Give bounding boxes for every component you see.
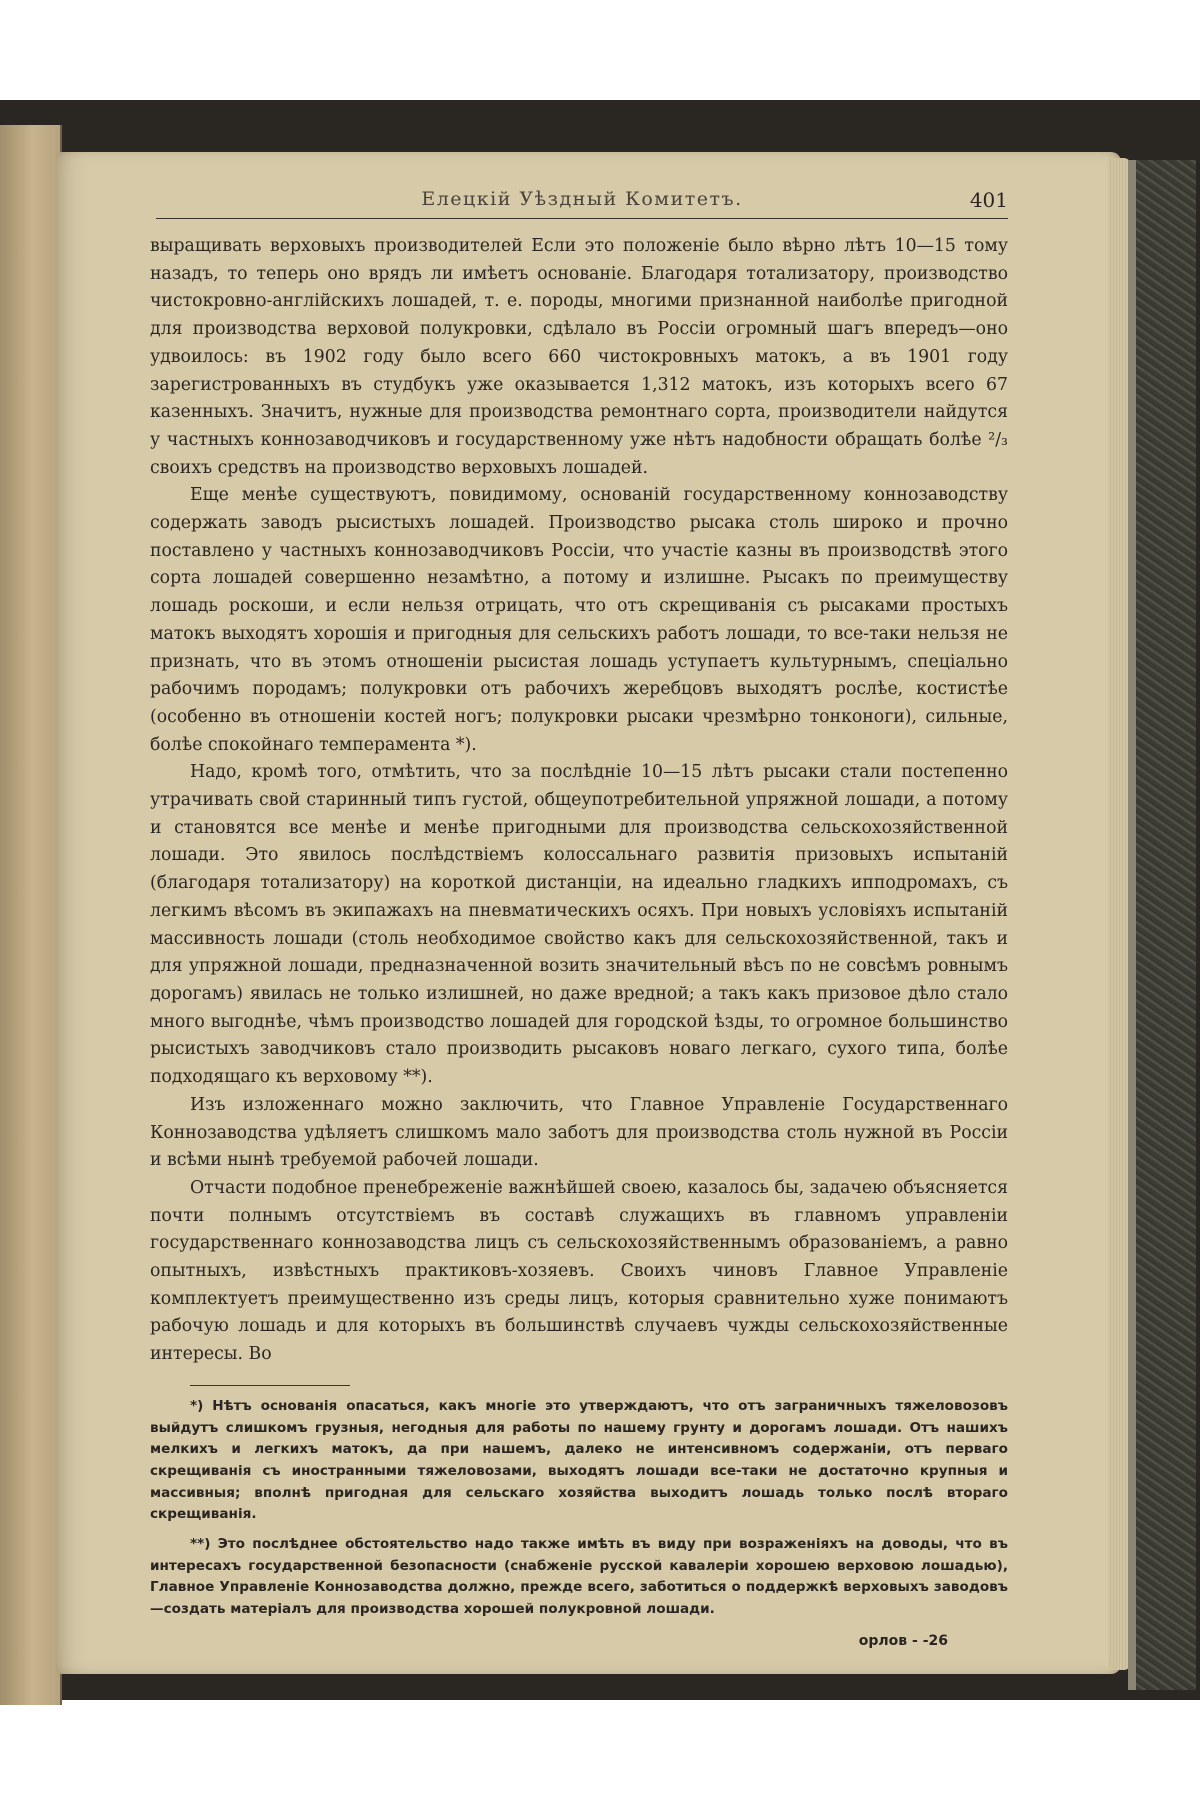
footnote-rule [190, 1385, 350, 1386]
paragraph: выращивать верховыхъ производителей Если это положенiе было вѣрно лѣтъ 10—15 тому назадъ, то теперь оно врядъ ли имѣетъ основанiе. Благодаря тотализатору, производство чистокровно-англiйскихъ лошадей, т. е. породы, многими признанной наиболѣе пригодной для производства верховой полукровки, сдѣлало въ Россiи огромный шагъ впередъ—оно удвоилось: въ 1902 году было всего 660 чистокровныхъ матокъ, а въ 1901 году зарегистрованныхъ въ студбукъ уже оказывается 1,312 матокъ, изъ которыхъ всего 67 казенныхъ. Значитъ, нужные для производства ремонтнаго сорта, производители найдутся у частныхъ коннозаводчиковъ и государственному уже нѣтъ надобности обращать болѣе ²/₃ своихъ средствъ на производство верховыхъ лошадей. [150, 236, 1008, 478]
footnote: **) Это послѣднее обстоятельство надо также имѣть въ виду при возраженiяхъ на доводы, что въ интересахъ государственной безопасности (снабженiе русской кавалерiи хорошею верховою лошадью), Главное Управленiе Коннозаводства должно, прежде всего, заботиться о поддержкѣ верховыхъ заводовъ—создать матерiалъ для производства хорошей полукровной лошади. [150, 1536, 1008, 1618]
printer-signature-mark: орлов - -26 [858, 1632, 948, 1649]
footnote: *) Нѣтъ основанiя опасаться, какъ многiе это утверждаютъ, что отъ заграничныхъ тяжеловозовъ выйдутъ слишкомъ грузныя, негодныя для работы по нашему грунту и дорогамъ лошади. Отъ нашихъ мелкихъ и легкихъ матокъ, да при нашемъ, далеко не интенсивномъ содержанiи, отъ перваго скрещиванiя съ иностранными тяжеловозами, выходятъ лошади все-таки не достаточно крупныя и массивныя; вполнѣ пригодная для сельскаго хозяйства выходитъ лошадь только послѣ втораго скрещиванiя. [150, 1397, 1008, 1523]
page-header [156, 188, 1008, 219]
paragraph: Отчасти подобное пренебреженiе важнѣйшей своею, казалось бы, задачею объясняется почти полнымъ отсутствiемъ въ составѣ служащихъ въ главномъ управленiи государственнаго коннозаводства лицъ съ сельскохозяйственнымъ образованiемъ, а равно опытныхъ, извѣстныхъ практиковъ-хозяевъ. Своихъ чиновъ Главное Управленiе комплектуетъ преимущественно изъ среды лицъ, которыя сравнительно хуже понимаютъ рабочую лошадь и для которыхъ въ большинствѣ случаевъ чужды сельскохозяйственные интересы. Во [150, 1177, 1008, 1365]
page-block-edges [1108, 158, 1130, 1670]
marbled-book-cover [1128, 160, 1196, 1690]
paragraph: Надо, кромѣ того, отмѣтить, что за послѣднiе 10—15 лѣтъ рысаки стали постепенно утрачивать свой старинный типъ густой, общеупотребительной упряжной лошади, а потому и становятся все менѣе и менѣе пригодными для производства сельскохозяйственной лошади. Это явилось послѣдствiемъ колоссальнаго развитiя призовыхъ испытанiй (благодаря тотализатору) на короткой дистанцiи, на идеально гладкихъ ипподромахъ, съ легкимъ вѣсомъ въ экипажахъ на пневматическихъ осяхъ. При новыхъ условiяхъ испытанiй массивность лошади (столь необходимое свойство какъ для сельскохозяйственной, такъ и для упряжной лошади, предназначенной возить значительный вѣсъ по не совсѣмъ ровнымъ дорогамъ) явилась не только излишней, но даже вредной; а такъ какъ призовое дѣло стало много выгоднѣе, чѣмъ производство лошадей для городской ѣзды, то огромное большинство рысистыхъ заводчиковъ стало производить рысаковъ новаго легкаго, сухого типа, болѣе подходящаго къ верховому **). [150, 762, 1008, 1088]
page-number: 401 [969, 188, 1008, 212]
body-text [150, 233, 1008, 1369]
paragraph: Еще менѣе существуютъ, повидимому, основанiй государственному коннозаводству содержать заводъ рысистыхъ лошадей. Производство рысака столь широко и прочно поставлено у частныхъ коннозаводчиковъ Россiи, что участiе казны въ производствѣ этого сорта лошадей совершенно незамѣтно, а потому и излишне. Рысакъ по преимуществу лошадь роскоши, и если нельзя отрицать, что отъ скрещиванiя съ рысаками простыхъ матокъ выходятъ хорошiя и пригодныя для сельскихъ работъ лошади, то все-таки нельзя не признать, что въ этомъ отношенiи рысистая лошадь уступаетъ культурнымъ, спецiально рабочимъ породамъ; полукровки отъ рабочихъ жеребцовъ выходятъ рослѣе, костистѣе (особенно въ отношенiи костей ногъ; полукровки рысаки чрезмѣрно тонконоги), сильные, болѣе спокойнаго темперамента *). [150, 485, 1008, 755]
running-title: Елецкiй Уѣздный Комитетъ. [421, 188, 743, 210]
left-page-edge [0, 125, 62, 1705]
paragraph: Изъ изложеннаго можно заключить, что Главное Управленiе Государственнаго Коннозаводства удѣляетъ слишкомъ мало заботъ для производства столь нужной въ Россiи и всѣми нынѣ требуемой рабочей лошади. [150, 1094, 1008, 1171]
page-text [150, 188, 1008, 1649]
footnotes [150, 1396, 1008, 1621]
